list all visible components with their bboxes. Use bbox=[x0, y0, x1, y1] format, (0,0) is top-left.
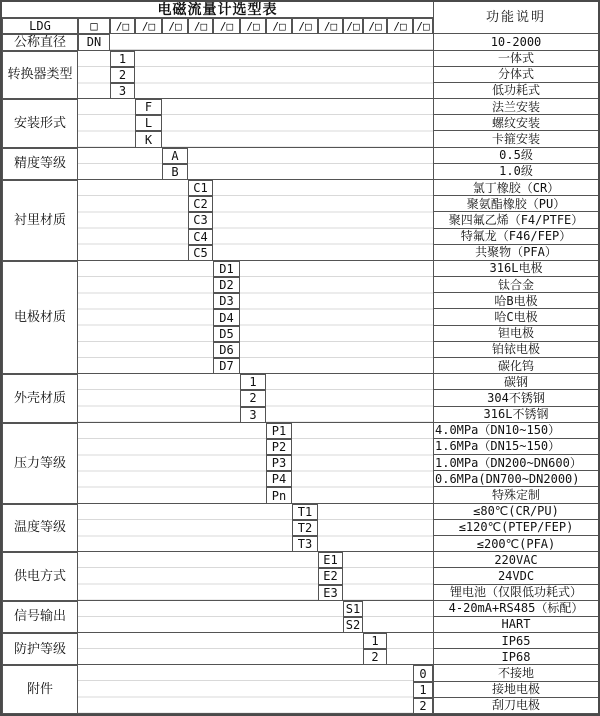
model-box-cell: □ bbox=[78, 18, 110, 34]
option-code-cell: C2 bbox=[188, 196, 213, 212]
spacer-cell bbox=[78, 261, 213, 374]
option-code-cell: Pn bbox=[266, 487, 292, 503]
option-value-cell: 特殊定制 bbox=[433, 487, 598, 503]
option-value-cell: 1.0级 bbox=[433, 164, 598, 180]
option-code-cell: P2 bbox=[266, 439, 292, 455]
option-code-cell: 3 bbox=[110, 83, 135, 99]
option-value-cell: 316L电极 bbox=[433, 261, 598, 277]
option-value-cell: 刮刀电极 bbox=[433, 698, 598, 714]
spacer-cell bbox=[213, 180, 433, 261]
option-code-cell: D4 bbox=[213, 309, 240, 325]
spacer-cell bbox=[78, 552, 318, 601]
option-code-cell: K bbox=[135, 131, 162, 147]
model-slot-cell: /□ bbox=[266, 18, 292, 34]
option-value-cell: 钽电极 bbox=[433, 326, 598, 342]
spacer-cell bbox=[188, 148, 433, 180]
option-code-cell: 1 bbox=[110, 51, 135, 67]
option-value-cell: 碳钢 bbox=[433, 374, 598, 390]
option-code-cell: 3 bbox=[240, 407, 266, 423]
model-slot-cell: /□ bbox=[188, 18, 213, 34]
option-code-cell: S1 bbox=[343, 601, 363, 617]
model-slot-cell: /□ bbox=[135, 18, 162, 34]
option-value-cell: 304不锈钢 bbox=[433, 390, 598, 406]
option-code-cell: A bbox=[162, 148, 188, 164]
option-value-cell: 4-20mA+RS485（标配） bbox=[433, 601, 598, 617]
option-value-cell: 哈C电极 bbox=[433, 309, 598, 325]
spacer-cell bbox=[318, 504, 433, 553]
spacer-cell bbox=[78, 665, 413, 714]
spacer-cell bbox=[78, 601, 343, 633]
option-value-cell: 316L不锈钢 bbox=[433, 407, 598, 423]
spacer-cell bbox=[387, 633, 433, 665]
option-code-cell: D2 bbox=[213, 277, 240, 293]
category-label: 压力等级 bbox=[2, 423, 78, 504]
option-code-cell: L bbox=[135, 115, 162, 131]
option-value-cell: 10-2000 bbox=[433, 34, 598, 50]
spacer-cell bbox=[292, 423, 433, 504]
option-value-cell: 共聚物（PFA） bbox=[433, 245, 598, 261]
model-slot-cell: /□ bbox=[110, 18, 135, 34]
option-value-cell: IP68 bbox=[433, 649, 598, 665]
option-code-cell: E3 bbox=[318, 585, 343, 601]
option-code-cell: 2 bbox=[413, 698, 433, 714]
option-value-cell: 不接地 bbox=[433, 665, 598, 681]
option-value-cell: 220VAC bbox=[433, 552, 598, 568]
category-label: 电极材质 bbox=[2, 261, 78, 374]
option-value-cell: IP65 bbox=[433, 633, 598, 649]
option-code-cell: D1 bbox=[213, 261, 240, 277]
category-label: 附件 bbox=[2, 665, 78, 714]
option-value-cell: 卡箍安装 bbox=[433, 131, 598, 147]
option-value-cell: 0.6MPa(DN700~DN2000) bbox=[433, 471, 598, 487]
option-code-cell: 2 bbox=[110, 67, 135, 83]
option-value-cell: 螺纹安装 bbox=[433, 115, 598, 131]
option-code-cell: S2 bbox=[343, 617, 363, 633]
option-code-cell: D3 bbox=[213, 293, 240, 309]
function-column-header: 功能说明 bbox=[433, 2, 598, 34]
option-code-cell: D6 bbox=[213, 342, 240, 358]
model-slot-cell: /□ bbox=[413, 18, 433, 34]
spacer-cell bbox=[343, 552, 433, 601]
option-value-cell: 铂铱电极 bbox=[433, 342, 598, 358]
option-code-cell: T1 bbox=[292, 504, 318, 520]
option-code-cell: 0 bbox=[413, 665, 433, 681]
spacer-cell bbox=[363, 601, 433, 633]
option-value-cell: HART bbox=[433, 617, 598, 633]
spacer-cell bbox=[240, 261, 433, 374]
option-code-cell: C1 bbox=[188, 180, 213, 196]
option-code-cell: 1 bbox=[240, 374, 266, 390]
option-value-cell: 1.6MPa（DN15~150） bbox=[433, 439, 598, 455]
option-value-cell: ≤80℃(CR/PU) bbox=[433, 504, 598, 520]
option-value-cell: 法兰安装 bbox=[433, 99, 598, 115]
option-value-cell: 钛合金 bbox=[433, 277, 598, 293]
option-code-cell: E1 bbox=[318, 552, 343, 568]
option-code-cell: 2 bbox=[240, 390, 266, 406]
model-slot-cell: /□ bbox=[240, 18, 266, 34]
option-value-cell: 接地电极 bbox=[433, 682, 598, 698]
spacer-cell bbox=[78, 374, 240, 423]
option-code-cell: C3 bbox=[188, 212, 213, 228]
option-value-cell: 碳化钨 bbox=[433, 358, 598, 374]
option-value-cell: ≤200℃(PFA) bbox=[433, 536, 598, 552]
model-slot-cell: /□ bbox=[292, 18, 318, 34]
spacer-cell bbox=[78, 633, 363, 665]
model-slot-cell: /□ bbox=[387, 18, 413, 34]
table-title: 电磁流量计选型表 bbox=[2, 2, 433, 18]
option-code-cell: P4 bbox=[266, 471, 292, 487]
option-code-cell: B bbox=[162, 164, 188, 180]
option-value-cell: 24VDC bbox=[433, 568, 598, 584]
option-code-cell: DN bbox=[78, 34, 110, 50]
option-value-cell: 哈B电极 bbox=[433, 293, 598, 309]
category-label: 防护等级 bbox=[2, 633, 78, 665]
spacer-cell bbox=[266, 374, 433, 423]
model-slot-cell: /□ bbox=[363, 18, 387, 34]
option-value-cell: ≤120℃(PTEP/FEP) bbox=[433, 520, 598, 536]
option-value-cell: 分体式 bbox=[433, 67, 598, 83]
option-value-cell: 锂电池（仅限低功耗式） bbox=[433, 585, 598, 601]
category-label: 温度等级 bbox=[2, 504, 78, 553]
option-code-cell: C5 bbox=[188, 245, 213, 261]
option-value-cell: 聚氨酯橡胶（PU） bbox=[433, 196, 598, 212]
option-value-cell: 特氟龙（F46/FEP） bbox=[433, 229, 598, 245]
spacer-cell bbox=[78, 99, 135, 148]
option-code-cell: T2 bbox=[292, 520, 318, 536]
option-code-cell: T3 bbox=[292, 536, 318, 552]
option-value-cell: 氯丁橡胶（CR） bbox=[433, 180, 598, 196]
option-code-cell: P1 bbox=[266, 423, 292, 439]
option-code-cell: 2 bbox=[363, 649, 387, 665]
category-label: 公称直径 bbox=[2, 34, 78, 50]
option-code-cell: 1 bbox=[413, 682, 433, 698]
category-label: 精度等级 bbox=[2, 148, 78, 180]
category-label: 衬里材质 bbox=[2, 180, 78, 261]
category-label: 信号输出 bbox=[2, 601, 78, 633]
spacer-cell bbox=[78, 51, 110, 100]
model-slot-cell: /□ bbox=[318, 18, 343, 34]
model-slot-cell: /□ bbox=[343, 18, 363, 34]
option-code-cell: P3 bbox=[266, 455, 292, 471]
option-value-cell: 4.0MPa（DN10~150） bbox=[433, 423, 598, 439]
spacer-cell bbox=[135, 51, 433, 100]
option-value-cell: 聚四氟乙烯（F4/PTFE） bbox=[433, 212, 598, 228]
option-value-cell: 一体式 bbox=[433, 51, 598, 67]
spacer-cell bbox=[78, 148, 162, 180]
spacer-cell bbox=[110, 34, 433, 50]
category-label: 外壳材质 bbox=[2, 374, 78, 423]
model-prefix-cell: LDG bbox=[2, 18, 78, 34]
category-label: 转换器类型 bbox=[2, 51, 78, 100]
option-code-cell: D5 bbox=[213, 326, 240, 342]
option-value-cell: 1.0MPa（DN200~DN600） bbox=[433, 455, 598, 471]
model-slot-cell: /□ bbox=[162, 18, 188, 34]
option-value-cell: 0.5级 bbox=[433, 148, 598, 164]
option-code-cell: 1 bbox=[363, 633, 387, 649]
option-code-cell: C4 bbox=[188, 229, 213, 245]
spacer-cell bbox=[162, 99, 433, 148]
model-slot-cell: /□ bbox=[213, 18, 240, 34]
spacer-cell bbox=[78, 423, 266, 504]
category-label: 安装形式 bbox=[2, 99, 78, 148]
option-code-cell: F bbox=[135, 99, 162, 115]
spacer-cell bbox=[78, 504, 292, 553]
category-label: 供电方式 bbox=[2, 552, 78, 601]
option-code-cell: E2 bbox=[318, 568, 343, 584]
option-value-cell: 低功耗式 bbox=[433, 83, 598, 99]
spacer-cell bbox=[78, 180, 188, 261]
option-code-cell: D7 bbox=[213, 358, 240, 374]
